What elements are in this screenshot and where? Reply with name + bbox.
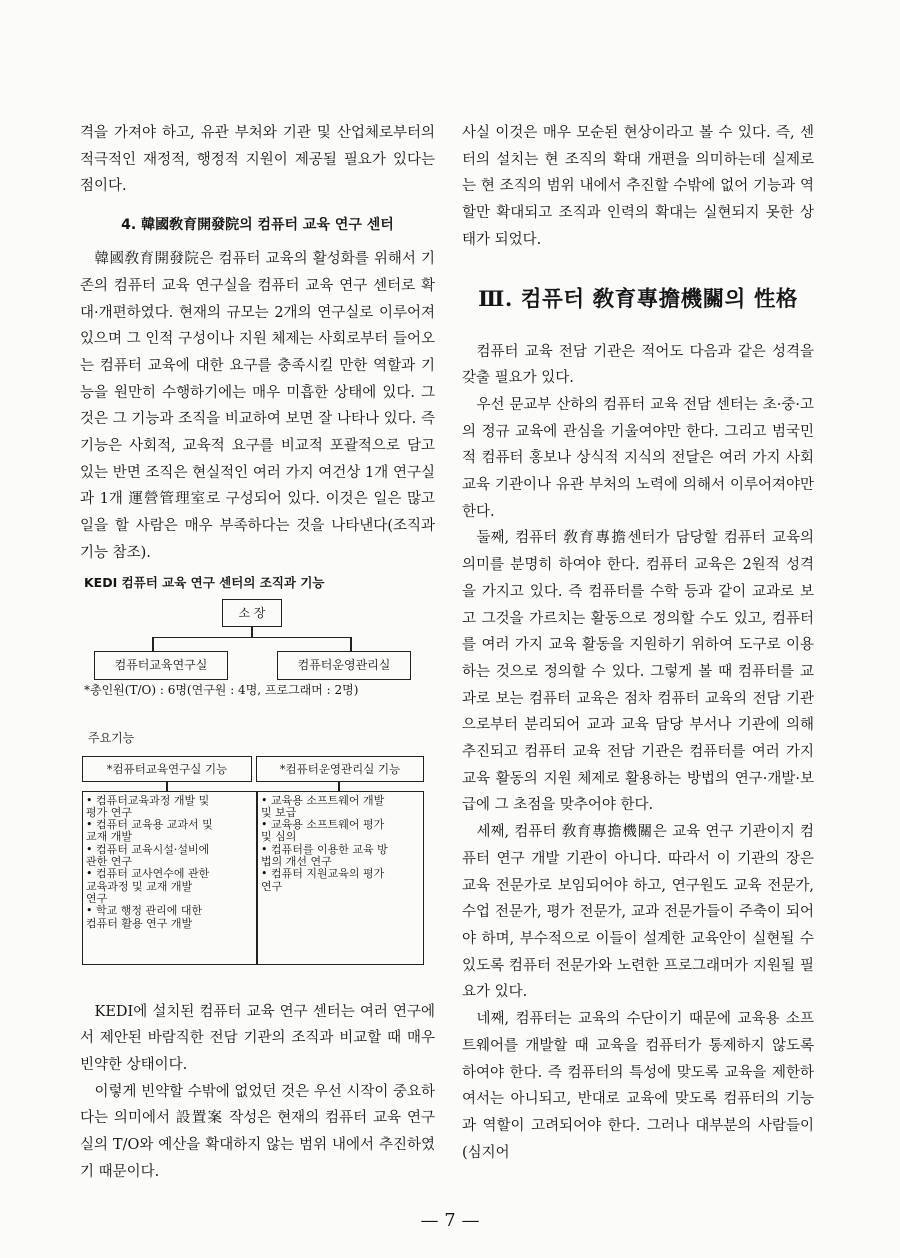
research-lab-box: 컴퓨터교육연구실 [94, 651, 228, 680]
figure-title: KEDI 컴퓨터 교육 연구 센터의 조직과 기능 [84, 574, 325, 590]
connector-line [350, 637, 352, 651]
paragraph-after-figure: KEDI에 설치된 컴퓨터 교육 연구 센터는 여러 연구에서 제안된 바람직한 전담 기관의 조직과 비교할 때 매우 빈약한 상태이다. [80, 1003, 435, 1073]
right-column [462, 120, 814, 1166]
function-item: 연구 [261, 879, 283, 893]
paragraph-4: 세째, 컴퓨터 敎育專擔機關은 교육 연구 기관이지 컴퓨터 연구 개발 기관이 아니다. 따라서 이 기관의 장은 교육 전문가로 보임되어야 하고, 연구원도 교육 전문가, 수업 전문가, 평가 전문가, 교과 전문가들이 주축이 되어야 하며, 부수적으로 이들이 설계한 교육안이 실현될 수 있도록 컴퓨터 전문가와 노련한 프로그래머가 지원될 필요가 있다. [462, 824, 814, 1001]
org-chart [80, 599, 435, 999]
function-item: • 컴퓨터 교육용 교과서 및 [86, 818, 213, 832]
left-column [80, 120, 435, 1185]
page-number: — 7 — [420, 1210, 480, 1231]
function-item: 교재 개발 [86, 830, 133, 844]
paragraph-5: 네째, 컴퓨터는 교육의 수단이기 때문에 교육용 소프트웨어를 개발할 때 교육을 컴퓨터가 통제하지 않도록 하여야 한다. 즉 컴퓨터의 특성에 맞도록 교육을 제한하여서는 아니되고, 반대로 교육에 맞도록 컴퓨터의 기능과 역할이 고려되어야 한다. 그러나 대부분의 사람들이(심지어 [462, 1011, 814, 1161]
staff-note: *총인원(T/O) : 6명(연구원 : 4명, 프로그래머 : 2명) [84, 682, 359, 697]
connector-line [166, 782, 168, 791]
director-box: 소 장 [222, 599, 282, 627]
paragraph-3: 둘째, 컴퓨터 敎育專擔센터가 담당할 컴퓨터 교육의 의미를 분명히 하여야 한다. 컴퓨터 교육은 2원적 성격을 가지고 있다. 즉 컴퓨터를 수학 등과 같이 교과로 보고 그것을 가르치는 활동으로 정의할 수도 있고, 컴퓨터를 여러 가지 교육 활동을 지원하기 위하여 도구로 이용하는 것으로 정의할 수 있다. 그렇게 볼 때 컴퓨터를 교과로 보는 컴퓨터 교육은 점차 컴퓨터 교육의 전담 기관으로부터 분리되어 교과 교육 담당 부서나 기관에 의해 추진되고 컴퓨터 교육 전담 기관은 컴퓨터를 여러 가지 교육 활동의 지원 체제로 활용하는 방법의 연구·개발·보급에 그 초점을 맞추어야 한다. [462, 530, 814, 814]
functions-label: 주요기능 [88, 730, 135, 745]
function-item: • 교육용 소프트웨어 개발 [261, 793, 385, 807]
function-item: 연구 [86, 891, 108, 905]
paragraph-reason: 이렇게 빈약할 수밖에 없었던 것은 우선 시작이 중요하다는 의미에서 設置案 작성은 현재의 컴퓨터 교육 연구실의 T/O와 예산을 확대하지 않는 범위 내에서 추진하였기 때문이다. [80, 1083, 435, 1180]
function-item: • 컴퓨터를 이용한 교육 방 [261, 842, 388, 856]
connector-line [152, 637, 350, 639]
function-item: 및 심의 [261, 830, 297, 844]
function-item: • 컴퓨터 교사연수에 관한 [86, 867, 210, 881]
function-item: 및 보급 [261, 805, 297, 819]
operations-office-functions [261, 795, 421, 893]
function-item: • 컴퓨터교육과정 개발 및 [86, 793, 210, 807]
connector-line [251, 627, 253, 637]
paragraph-intro: 격을 가져야 하고, 유관 부처와 기관 및 산업체로부터의 적극적인 재정적, 행정적 지원이 제공될 필요가 있다는 점이다. [80, 125, 435, 195]
function-item: 평가 연구 [86, 805, 133, 819]
function-item: 교육과정 및 교재 개발 [86, 879, 193, 893]
section-heading: 4. 韓國敎育開發院의 컴퓨터 교육 연구 센터 [121, 217, 394, 234]
paragraph-1: 컴퓨터 교육 전담 기관은 적어도 다음과 같은 성격을 갖출 필요가 있다. [462, 343, 814, 387]
function-item: • 컴퓨터 지원교육의 평가 [261, 867, 385, 881]
function-item: • 학교 행정 관리에 대한 [86, 904, 203, 918]
func-header-right: *컴퓨터운영관리실 기능 [256, 756, 424, 782]
paragraph-top: 사실 이것은 매우 모순된 현상이라고 볼 수 있다. 즉, 센터의 설치는 현 조직의 확대 개편을 의미하는데 실제로는 현 조직의 범위 내에서 추진할 수밖에 없어 기능과 역할만 확대되고 조직과 인력의 확대는 실현되지 못한 상태가 되었다. [462, 125, 814, 248]
function-item: • 교육용 소프트웨어 평가 [261, 818, 385, 832]
function-item: 법의 개선 연구 [261, 855, 332, 869]
connector-line [152, 637, 154, 651]
operations-office-box: 컴퓨터운영관리실 [277, 651, 411, 680]
function-item: • 컴퓨터 교육시설·설비에 [86, 842, 210, 856]
research-lab-functions [86, 795, 254, 930]
paragraph-2: 우선 문교부 산하의 컴퓨터 교육 전담 센터는 초·중·고의 정규 교육에 관심을 기울여야만 한다. 그리고 범국민적 컴퓨터 홍보나 상식적 지식의 전달은 여러 가지 사회 교육 기관이나 유관 부처의 노력에 의해서 이루어져야만 한다. [462, 396, 814, 520]
connector-line [338, 782, 340, 791]
func-header-left: *컴퓨터교육연구실 기능 [82, 756, 252, 782]
function-item: 컴퓨터 활용 연구 개발 [86, 916, 193, 930]
paragraph-kedi: 韓國敎育開發院은 컴퓨터 교육의 활성화를 위해서 기존의 컴퓨터 교육 연구실을 컴퓨터 교육 연구 센터로 확대·개편하였다. 현재의 규모는 2개의 연구실로 이루어져 있으며 그 인적 구성이나 지원 체제는 사회로부터 들어오는 컴퓨터 교육에 대한 요구를 충족시킬 만한 역할과 기능을 원만히 수행하기에는 매우 미흡한 상태에 있다. 그것은 그 기능과 조직을 비교하여 보면 잘 나타나 있다. 즉 기능은 사회적, 교육적 요구를 비교적 포괄적으로 담고 있는 반면 조직은 현실적인 여러 가지 여건상 1개 연구실과 1개 運營管理室로 구성되어 있다. 이것은 일은 많고 일을 할 사람은 매우 부족하다는 것을 나타낸다(조직과 기능 참조). [80, 251, 435, 561]
function-item: 관한 연구 [86, 855, 133, 869]
chapter-heading: Ⅲ. 컴퓨터 敎育專擔機關의 性格 [478, 286, 798, 312]
functions-divider [256, 791, 258, 965]
